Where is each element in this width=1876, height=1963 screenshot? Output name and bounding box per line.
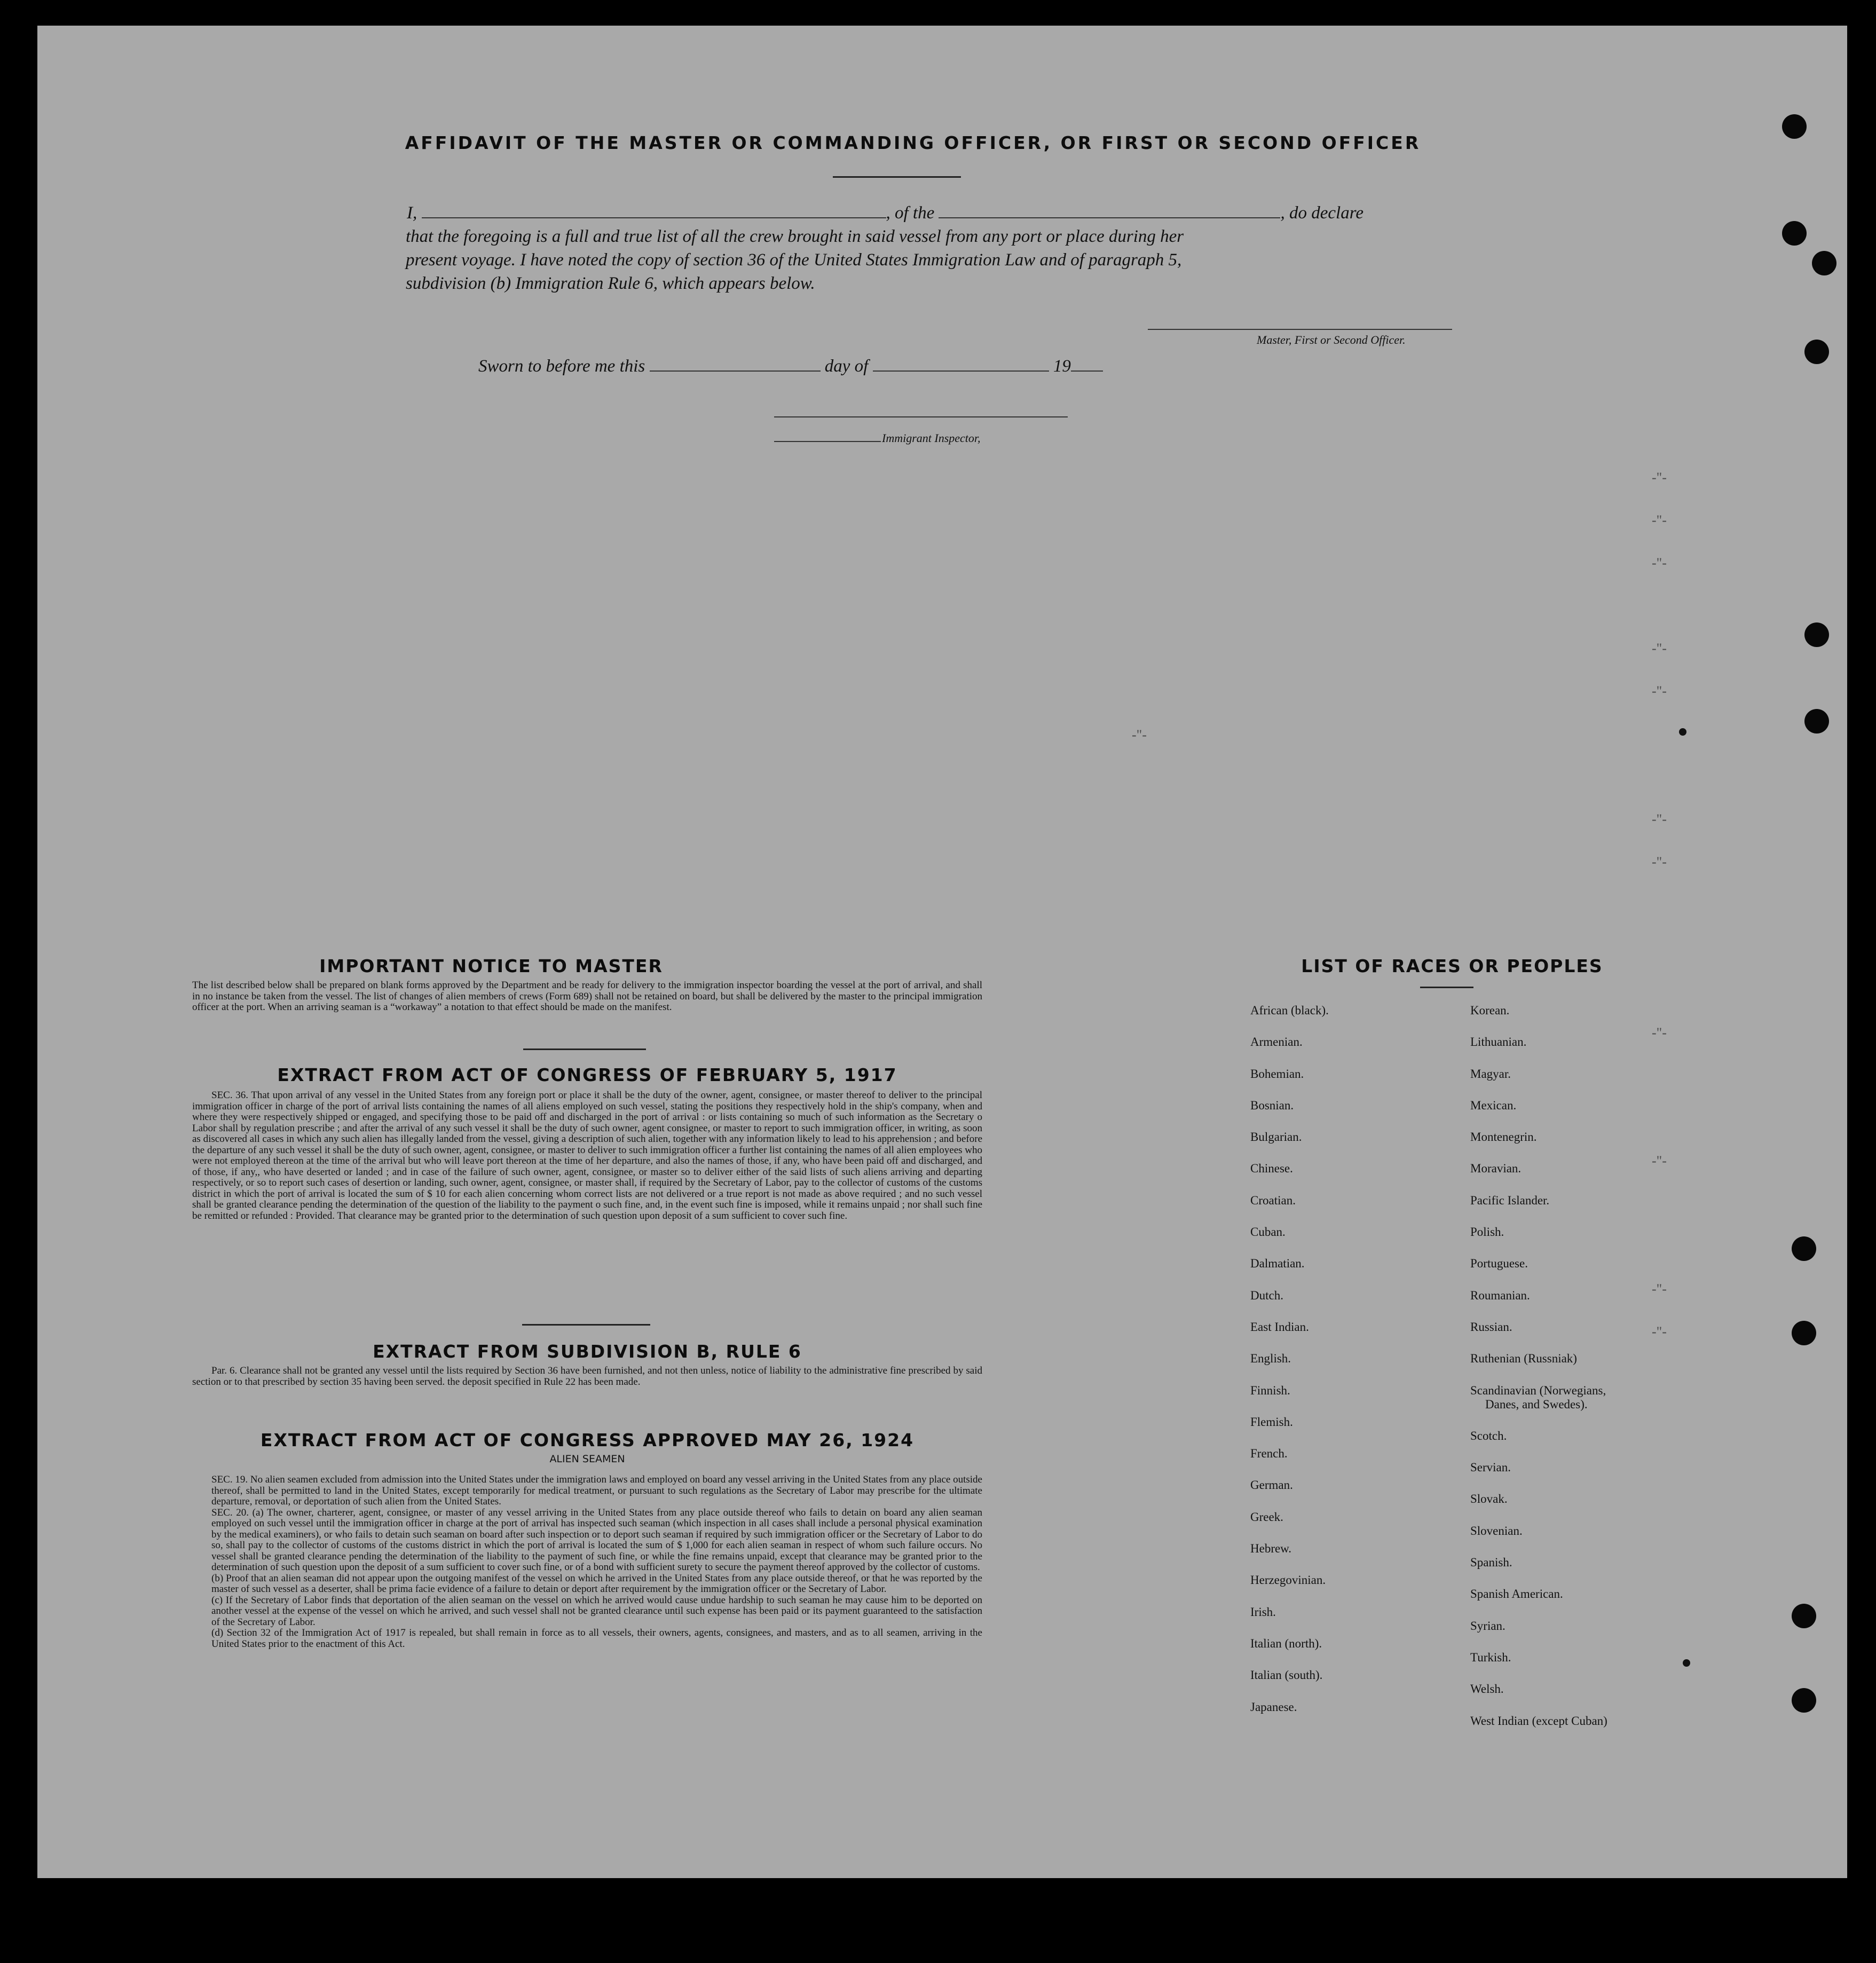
ditto-mark: -"- [1652,1025,1667,1040]
race-item: Ruthenian (Russniak) [1470,1352,1577,1366]
race-item: Servian. [1470,1461,1511,1475]
inspector-caption-line [774,441,881,442]
race-item: Lithuanian. [1470,1035,1527,1049]
race-item: Pacific Islander. [1470,1193,1550,1207]
race-item: Magyar. [1470,1067,1511,1081]
vessel-field[interactable] [939,203,1280,218]
race-item: Scandinavian (Norwegians, [1470,1383,1606,1397]
race-item: Greek. [1250,1510,1283,1524]
race-item: Chinese. [1250,1162,1293,1176]
extract-1924-sec20a: SEC. 20. (a) The owner, charterer, agent, consignee, or master of any vessel arriving in the United States from any place outside thereof who fails to detain on board any alien seaman employed on such vessel until the immigration officer in charge at the port of arrival has inspected such seaman (which inspection in all cases shall include a personal physical examination by the medical examiners), or who fails to detain such seaman on board after such inspection or to deport such seaman if required by such immigration officer or the Secretary of Labor to do so, shall pay to the collector of customs of the customs district in which the port of arrival is located the sum of $ 1,000 for each alien seaman in respect of whom such failure occurs. No vessel shall be granted clearance pending the determination of the liability to the payment of such fine, or while the fine remains unpaid, except that clearance may be granted prior to the determination of such question upon the deposit of a sum sufficient to cover such fine, or of a bond with sufficient surety to secure the payment thereof approved by the collector of customs. [211,1507,982,1573]
master-signature-caption: Master, First or Second Officer. [1257,333,1406,346]
race-item: Bohemian. [1250,1067,1304,1081]
race-item: East Indian. [1250,1320,1309,1334]
race-item: Croatian. [1250,1193,1296,1207]
punch-hole-2 [1782,221,1807,246]
race-item: Syrian. [1470,1619,1505,1633]
race-item: Roumanian. [1470,1288,1530,1302]
ditto-mark: -"- [1652,555,1667,571]
ditto-mark: -"- [1132,727,1147,743]
ditto-mark: -"- [1652,1281,1667,1297]
extract-rule6-body [192,1366,982,1387]
race-item: Portuguese. [1470,1257,1528,1271]
race-item: Slovenian. [1470,1524,1523,1538]
race-item: Danes, and Swedes). [1485,1397,1588,1411]
race-item: Hebrew. [1250,1542,1292,1556]
punch-hole-1 [1782,114,1807,139]
ditto-mark: -"- [1652,683,1667,699]
race-item: Turkish. [1470,1650,1511,1664]
races-title: LIST OF RACES OR PEOPLES [1301,956,1603,976]
punch-hole-10 [1792,1688,1816,1713]
race-item: Finnish. [1250,1383,1290,1397]
sworn-line [478,357,1103,376]
race-item: Bosnian. [1250,1098,1294,1112]
race-item: West Indian (except Cuban) [1470,1714,1607,1728]
decl-end: , do declare [1280,203,1363,223]
scan-border [0,1879,1876,1963]
race-item: Flemish. [1250,1415,1293,1429]
extract-1917-body [192,1090,982,1221]
notice-title: IMPORTANT NOTICE TO MASTER [319,956,663,976]
punch-hole-7 [1792,1236,1816,1261]
day-of-label: day of [824,357,869,376]
race-item: Irish. [1250,1605,1276,1619]
ditto-mark: -"- [1652,811,1667,827]
extract-1924-sec20c: (c) If the Secretary of Labor finds that deportation of the alien seaman on the vessel on which he arrived would cause undue hardship to such seaman he may cause him to be deported on another vessel at the expense of the vessel on which he arrived, and such vessel shall not be granted clearance until such expense has been paid or its payment guaranteed to the satisfaction of the Secretary of Labor. [211,1594,982,1628]
race-item: Korean. [1470,1004,1510,1017]
affidavit-title: AFFIDAVIT OF THE MASTER OR COMMANDING OFFICER, OR FIRST OR SECOND OFFICER [405,132,1421,153]
ditto-mark: -"- [1652,854,1667,870]
race-item: Dutch. [1250,1288,1283,1302]
title-rule [833,176,961,178]
race-item: Moravian. [1470,1162,1522,1176]
race-item: Mexican. [1470,1098,1517,1112]
ditto-mark: -"- [1652,470,1667,485]
extract-1924-sec19: SEC. 19. No alien seamen excluded from admission into the United States under the immigration laws and employed on board any vessel arriving in the United States from any place outside thereof, shall be permitted to land in the United States, except temporarily for medical treatment, or pursuant to such regulations as the Secretary of Labor may prescribe for the ultimate departure, removal, or deportation of such alien from the United States. [211,1474,982,1507]
race-item: Welsh. [1470,1682,1504,1696]
punch-hole-5 [1804,622,1829,647]
race-item: Japanese. [1250,1700,1297,1714]
ink-dot [1679,728,1686,736]
extract-1917-title: EXTRACT FROM ACT OF CONGRESS OF FEBRUARY 5, 1917 [277,1065,897,1085]
extract-1917-text: SEC. 36. That upon arrival of any vessel in the United States from any foreign port or place it shall be the duty of the owner, agent, consignee, or master thereof to deliver to the principal immigration officer in charge of the port of arrival lists containing the names of all aliens employed on such vessel, stating the positions they respectively hold in the ship's company, when and where they were respectively shipped or engaged, and specifying those to be paid off and discharged in the port of arrival : or lists containing so much of such information as the Secretary o Labor shall by regulation prescribe ; and after the arrival of any such vessel it shall be the duty of such owner, agent consignee, or master to report to such immigration officer, in writing, as soon as discovered all cases in which any such alien has illegally landed from the vessel, giving a description of such alien, together with any information likely to lead to his apprehension ; and before the departure of any such vessel it shall be the duty of such owner, agent, consignee, or master to deliver to such immigration officer a further list containing the names of all alien employees who were not employed thereon at the time of the arrival but who will leave port thereon at the time of her departure, and also the names of those, if any, who have been paid off and discharged, and of those, if any,, who have deserted or landed ; and in case of the failure of such owner, agent, consignee, or master so to deliver either of the said lists of such aliens arriving and departing respectively, or so to report such cases of desertion or landing, such owner, agent, consignee, or master shall, if required by the Secretary of Labor, pay to the collector of customs of the customs district in which the port of arrival is located the sum of $ 10 for each alien concerning whom correct lists are not delivered or a true report is not made as above required ; and no such vessel shall be granted clearance pending the determination of the question of the liability to the payment o such fine, and, in the event such fine is imposed, while it remains unpaid ; nor shall such fine be remitted or refunded : Provided. That clearance may be granted prior to the determination of such question upon deposit of a sum sufficient to cover such fine. [192,1090,982,1221]
extract-rule6-title: EXTRACT FROM SUBDIVISION B, RULE 6 [373,1341,802,1362]
race-item: Italian (south). [1250,1668,1323,1682]
race-item: Bulgarian. [1250,1130,1302,1144]
extract-1924-subtitle: ALIEN SEAMEN [549,1453,625,1465]
race-item: Spanish. [1470,1556,1512,1570]
ditto-mark: -"- [1652,1153,1667,1169]
race-item: Cuban. [1250,1225,1286,1239]
inspector-signature-line[interactable] [774,416,1068,417]
race-item: African (black). [1250,1004,1329,1017]
punch-hole-4 [1804,340,1829,364]
inspector-caption: Immigrant Inspector, [882,431,981,445]
affidavit-declaration-line [407,201,1437,225]
races-right-column [1470,1004,1607,1746]
race-item: Scotch. [1470,1429,1507,1442]
sworn-year-field[interactable] [1071,358,1103,372]
race-item: Dalmatian. [1250,1257,1305,1271]
race-item: Spanish American. [1470,1587,1563,1601]
divider [523,1048,646,1050]
master-signature-line[interactable] [1148,329,1452,330]
races-left-column [1250,1004,1329,1732]
year-label: 19 [1053,357,1071,376]
name-field[interactable] [422,203,886,218]
race-item: Russian. [1470,1320,1512,1334]
punch-hole-8 [1792,1321,1816,1345]
sworn-label: Sworn to before me this [478,357,645,376]
race-item: Armenian. [1250,1035,1303,1049]
extract-1924-sec20d: (d) Section 32 of the Immigration Act of 1917 is repealed, but shall remain in force as to all vessels, their owners, agents, consignees, and masters, and as to all seamen, arriving in the United States prior to the enactment of this Act. [211,1627,982,1650]
race-item: English. [1250,1352,1291,1366]
race-item: French. [1250,1447,1288,1461]
title-rule [1420,987,1473,988]
extract-1924-sec20b: (b) Proof that an alien seaman did not appear upon the outgoing manifest of the vessel on which he arrived in the United States from any place outside thereof, or that he was reported by the master of such vessel as a deserter, shall be prima facie evidence of a failure to detain or deport after requirement by the immigration officer or the Secretary of Labor. [211,1572,982,1595]
race-item: Montenegrin. [1470,1130,1537,1144]
race-item: German. [1250,1478,1293,1492]
sworn-month-field[interactable] [873,358,1049,372]
notice-body: The list described below shall be prepared on blank forms approved by the Department and be ready for delivery to the immigration inspector boarding the vessel at the port of arrival, and shall in no instance be taken from the vessel. The list of changes of alien members of crews (Form 689) shall not be retained on board, but shall be delivered by the master to the principal immigration officer at the port. When an arriving seaman is a “workaway” a notation to that effect should be made on the manifest. [192,980,982,1013]
affidavit-line-4: subdivision (b) Immigration Rule 6, which appears below. [406,274,815,293]
ditto-mark: -"- [1652,513,1667,528]
punch-hole-3 [1812,251,1836,275]
divider [522,1324,650,1326]
punch-hole-6 [1804,709,1829,734]
decl-start: I, [407,203,417,223]
race-item: Herzegovinian. [1250,1573,1326,1587]
race-item: Slovak. [1470,1492,1508,1506]
extract-1924-body [192,1475,982,1650]
ink-dot [1683,1659,1690,1667]
extract-rule6-text: Par. 6. Clearance shall not be granted any vessel until the lists required by Section 36 have been furnished, and not then unless, notice of liability to the administrative fine prescribed by said section or to that prescribed by section 35 having been served. the deposit specified in Rule 22 has been made. [192,1365,982,1387]
race-item: Polish. [1470,1225,1504,1239]
ditto-mark: -"- [1652,1324,1667,1339]
sworn-day-field[interactable] [650,358,821,372]
affidavit-line-3: present voyage. I have noted the copy of section 36 of the United States Immigration Law and of paragraph 5, [406,250,1182,270]
affidavit-line-2: that the foregoing is a full and true list of all the crew brought in said vessel from any port or place during her [406,227,1184,246]
race-item: Italian (north). [1250,1636,1322,1650]
punch-hole-9 [1792,1604,1816,1628]
decl-of: , of the [886,203,935,223]
extract-1924-title: EXTRACT FROM ACT OF CONGRESS APPROVED MAY 26, 1924 [260,1430,915,1450]
ditto-mark: -"- [1652,641,1667,656]
